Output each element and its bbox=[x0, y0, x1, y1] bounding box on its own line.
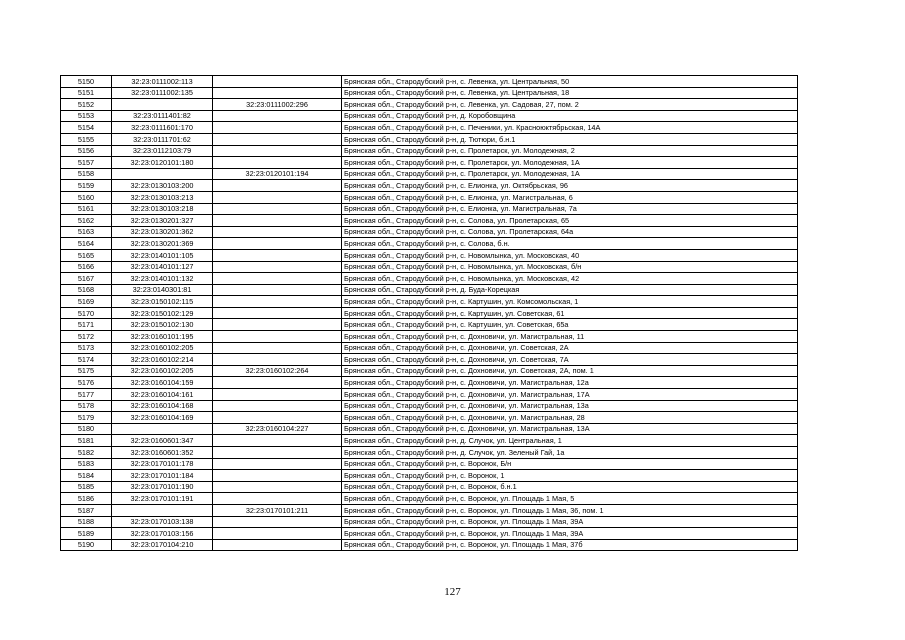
address-cell: Брянская обл., Стародубский р-н, с. Пролетарск, ул. Молодежная, 1А bbox=[342, 168, 798, 180]
cadastral-number-premises-cell bbox=[213, 331, 342, 343]
address-cell: Брянская обл., Стародубский р-н, с. Воронок, Б/н bbox=[342, 458, 798, 470]
row-number-cell: 5171 bbox=[61, 319, 112, 331]
address-cell: Брянская обл., Стародубский р-н, с. Пролетарск, ул. Молодежная, 1А bbox=[342, 157, 798, 169]
address-cell: Брянская обл., Стародубский р-н, с. Дохновичи, ул. Советская, 2А bbox=[342, 342, 798, 354]
address-cell: Брянская обл., Стародубский р-н, с. Солова, ул. Пролетарская, 65 bbox=[342, 215, 798, 227]
cadastral-number-cell: 32:23:0130201:369 bbox=[112, 238, 213, 250]
table-row bbox=[61, 215, 798, 227]
address-cell: Брянская обл., Стародубский р-н, д. Тютюри, б.н.1 bbox=[342, 133, 798, 145]
table-row bbox=[61, 191, 798, 203]
address-cell: Брянская обл., Стародубский р-н, с. Левенка, ул. Садовая, 27, пом. 2 bbox=[342, 99, 798, 111]
cadastral-number-cell: 32:23:0111601:170 bbox=[112, 122, 213, 134]
row-number-cell: 5174 bbox=[61, 354, 112, 366]
cadastral-number-cell: 32:23:0130201:327 bbox=[112, 215, 213, 227]
address-cell: Брянская обл., Стародубский р-н, с. Картушин, ул. Советская, 61 bbox=[342, 307, 798, 319]
cadastral-number-cell: 32:23:0170101:178 bbox=[112, 458, 213, 470]
cadastral-number-premises-cell bbox=[213, 215, 342, 227]
address-cell: Брянская обл., Стародубский р-н, с. Воронок, ул. Площадь 1 Мая, 39А bbox=[342, 516, 798, 528]
cadastral-number-cell: 32:23:0160104:169 bbox=[112, 412, 213, 424]
address-cell: Брянская обл., Стародубский р-н, с. Пролетарск, ул. Молодежная, 2 bbox=[342, 145, 798, 157]
table-row bbox=[61, 110, 798, 122]
row-number-cell: 5169 bbox=[61, 296, 112, 308]
address-cell: Брянская обл., Стародубский р-н, с. Солова, б.н. bbox=[342, 238, 798, 250]
table-row bbox=[61, 133, 798, 145]
cadastral-number-premises-cell bbox=[213, 133, 342, 145]
address-cell: Брянская обл., Стародубский р-н, с. Воронок, ул. Площадь 1 Мая, 39А bbox=[342, 528, 798, 540]
cadastral-number-premises-cell bbox=[213, 493, 342, 505]
cadastral-number-premises-cell bbox=[213, 191, 342, 203]
cadastral-number-premises-cell bbox=[213, 122, 342, 134]
row-number-cell: 5167 bbox=[61, 273, 112, 285]
table-row bbox=[61, 87, 798, 99]
table-row bbox=[61, 377, 798, 389]
cadastral-number-premises-cell bbox=[213, 261, 342, 273]
table-row bbox=[61, 493, 798, 505]
table-row bbox=[61, 342, 798, 354]
cadastral-number-premises-cell: 32:23:0111002:296 bbox=[213, 99, 342, 111]
cadastral-number-premises-cell bbox=[213, 87, 342, 99]
cadastral-number-premises-cell bbox=[213, 203, 342, 215]
property-registry-table bbox=[60, 75, 798, 551]
row-number-cell: 5181 bbox=[61, 435, 112, 447]
table-row bbox=[61, 284, 798, 296]
cadastral-number-cell: 32:23:0170103:156 bbox=[112, 528, 213, 540]
table-row bbox=[61, 180, 798, 192]
cadastral-number-cell: 32:23:0150102:129 bbox=[112, 307, 213, 319]
address-cell: Брянская обл., Стародубский р-н, с. Левенка, ул. Центральная, 18 bbox=[342, 87, 798, 99]
cadastral-number-cell: 32:23:0160104:161 bbox=[112, 389, 213, 401]
row-number-cell: 5189 bbox=[61, 528, 112, 540]
row-number-cell: 5165 bbox=[61, 249, 112, 261]
row-number-cell: 5156 bbox=[61, 145, 112, 157]
cadastral-number-premises-cell bbox=[213, 377, 342, 389]
cadastral-number-cell: 32:23:0160102:214 bbox=[112, 354, 213, 366]
table-row bbox=[61, 412, 798, 424]
table-row bbox=[61, 423, 798, 435]
table-row bbox=[61, 307, 798, 319]
address-cell: Брянская обл., Стародубский р-н, с. Левенка, ул. Центральная, 50 bbox=[342, 76, 798, 88]
cadastral-number-cell bbox=[112, 99, 213, 111]
cadastral-number-cell: 32:23:0140101:105 bbox=[112, 249, 213, 261]
row-number-cell: 5173 bbox=[61, 342, 112, 354]
cadastral-number-premises-cell bbox=[213, 273, 342, 285]
cadastral-number-premises-cell bbox=[213, 76, 342, 88]
address-cell: Брянская обл., Стародубский р-н, д. Случок, ул. Центральная, 1 bbox=[342, 435, 798, 447]
table-row bbox=[61, 238, 798, 250]
cadastral-number-cell: 32:23:0130103:213 bbox=[112, 191, 213, 203]
table-body bbox=[61, 76, 798, 551]
cadastral-number-premises-cell bbox=[213, 354, 342, 366]
cadastral-number-premises-cell bbox=[213, 539, 342, 551]
address-cell: Брянская обл., Стародубский р-н, с. Солова, ул. Пролетарская, 64а bbox=[342, 226, 798, 238]
row-number-cell: 5150 bbox=[61, 76, 112, 88]
address-cell: Брянская обл., Стародубский р-н, с. Елионка, ул. Магистральная, 7а bbox=[342, 203, 798, 215]
cadastral-number-cell: 32:23:0112103:79 bbox=[112, 145, 213, 157]
cadastral-number-cell: 32:23:0150102:130 bbox=[112, 319, 213, 331]
row-number-cell: 5183 bbox=[61, 458, 112, 470]
address-cell: Брянская обл., Стародубский р-н, с. Дохновичи, ул. Магистральная, 17А bbox=[342, 389, 798, 401]
table-row bbox=[61, 470, 798, 482]
address-cell: Брянская обл., Стародубский р-н, с. Воронок, б.н.1 bbox=[342, 481, 798, 493]
address-cell: Брянская обл., Стародубский р-н, с. Дохновичи, ул. Магистральная, 13А bbox=[342, 423, 798, 435]
row-number-cell: 5164 bbox=[61, 238, 112, 250]
address-cell: Брянская обл., Стародубский р-н, с. Дохновичи, ул. Магистральная, 13а bbox=[342, 400, 798, 412]
cadastral-number-cell: 32:23:0140101:132 bbox=[112, 273, 213, 285]
cadastral-number-cell: 32:23:0130201:362 bbox=[112, 226, 213, 238]
cadastral-number-cell: 32:23:0111002:135 bbox=[112, 87, 213, 99]
row-number-cell: 5176 bbox=[61, 377, 112, 389]
address-cell: Брянская обл., Стародубский р-н, с. Новомлынка, ул. Московская, б/н bbox=[342, 261, 798, 273]
cadastral-number-premises-cell bbox=[213, 458, 342, 470]
table-row bbox=[61, 296, 798, 308]
address-cell: Брянская обл., Стародубский р-н, с. Дохновичи, ул. Советская, 2А, пом. 1 bbox=[342, 365, 798, 377]
cadastral-number-cell: 32:23:0120101:180 bbox=[112, 157, 213, 169]
page-number: 127 bbox=[444, 586, 461, 598]
row-number-cell: 5153 bbox=[61, 110, 112, 122]
address-cell: Брянская обл., Стародубский р-н, с. Новомлынка, ул. Московская, 42 bbox=[342, 273, 798, 285]
cadastral-number-cell: 32:23:0170101:190 bbox=[112, 481, 213, 493]
cadastral-number-cell: 32:23:0170101:191 bbox=[112, 493, 213, 505]
cadastral-number-premises-cell bbox=[213, 238, 342, 250]
cadastral-number-premises-cell bbox=[213, 470, 342, 482]
row-number-cell: 5178 bbox=[61, 400, 112, 412]
address-cell: Брянская обл., Стародубский р-н, с. Воронок, ул. Площадь 1 Мая, 37б bbox=[342, 539, 798, 551]
address-cell: Брянская обл., Стародубский р-н, с. Елионка, ул. Октябрьская, 96 bbox=[342, 180, 798, 192]
cadastral-number-cell: 32:23:0130103:200 bbox=[112, 180, 213, 192]
row-number-cell: 5151 bbox=[61, 87, 112, 99]
address-cell: Брянская обл., Стародубский р-н, д. Буда-Корецкая bbox=[342, 284, 798, 296]
table-row bbox=[61, 504, 798, 516]
cadastral-number-cell: 32:23:0111701:62 bbox=[112, 133, 213, 145]
cadastral-number-cell: 32:23:0160102:205 bbox=[112, 365, 213, 377]
table-row bbox=[61, 539, 798, 551]
cadastral-number-cell: 32:23:0160104:168 bbox=[112, 400, 213, 412]
address-cell: Брянская обл., Стародубский р-н, с. Дохновичи, ул. Магистральная, 28 bbox=[342, 412, 798, 424]
row-number-cell: 5179 bbox=[61, 412, 112, 424]
cadastral-number-premises-cell bbox=[213, 157, 342, 169]
cadastral-number-cell bbox=[112, 423, 213, 435]
row-number-cell: 5159 bbox=[61, 180, 112, 192]
cadastral-number-premises-cell bbox=[213, 435, 342, 447]
cadastral-number-cell: 32:23:0140301:81 bbox=[112, 284, 213, 296]
row-number-cell: 5152 bbox=[61, 99, 112, 111]
cadastral-number-cell: 32:23:0111002:113 bbox=[112, 76, 213, 88]
cadastral-number-premises-cell bbox=[213, 284, 342, 296]
cadastral-number-cell: 32:23:0160104:159 bbox=[112, 377, 213, 389]
table-row bbox=[61, 331, 798, 343]
table-row bbox=[61, 122, 798, 134]
cadastral-number-cell: 32:23:0170104:210 bbox=[112, 539, 213, 551]
cadastral-number-premises-cell bbox=[213, 110, 342, 122]
address-cell: Брянская обл., Стародубский р-н, д. Случок, ул. Зеленый Гай, 1а bbox=[342, 447, 798, 459]
cadastral-number-premises-cell bbox=[213, 307, 342, 319]
table-row bbox=[61, 435, 798, 447]
row-number-cell: 5168 bbox=[61, 284, 112, 296]
cadastral-number-cell: 32:23:0140101:127 bbox=[112, 261, 213, 273]
table-row bbox=[61, 203, 798, 215]
table-row bbox=[61, 354, 798, 366]
row-number-cell: 5188 bbox=[61, 516, 112, 528]
row-number-cell: 5184 bbox=[61, 470, 112, 482]
address-cell: Брянская обл., Стародубский р-н, с. Воронок, ул. Площадь 1 Мая, 36, пом. 1 bbox=[342, 504, 798, 516]
table-row bbox=[61, 365, 798, 377]
table-row bbox=[61, 273, 798, 285]
table-row bbox=[61, 447, 798, 459]
cadastral-number-premises-cell bbox=[213, 447, 342, 459]
cadastral-number-premises-cell bbox=[213, 319, 342, 331]
cadastral-number-premises-cell bbox=[213, 296, 342, 308]
row-number-cell: 5177 bbox=[61, 389, 112, 401]
cadastral-number-premises-cell: 32:23:0120101:194 bbox=[213, 168, 342, 180]
address-cell: Брянская обл., Стародубский р-н, с. Воронок, 1 bbox=[342, 470, 798, 482]
row-number-cell: 5172 bbox=[61, 331, 112, 343]
row-number-cell: 5155 bbox=[61, 133, 112, 145]
table-row bbox=[61, 145, 798, 157]
address-cell: Брянская обл., Стародубский р-н, с. Печеники, ул. Красноюктябрьская, 14А bbox=[342, 122, 798, 134]
table-row bbox=[61, 458, 798, 470]
table-row bbox=[61, 319, 798, 331]
cadastral-number-cell: 32:23:0111401:82 bbox=[112, 110, 213, 122]
row-number-cell: 5180 bbox=[61, 423, 112, 435]
row-number-cell: 5185 bbox=[61, 481, 112, 493]
cadastral-number-premises-cell bbox=[213, 389, 342, 401]
row-number-cell: 5160 bbox=[61, 191, 112, 203]
cadastral-number-cell bbox=[112, 168, 213, 180]
row-number-cell: 5182 bbox=[61, 447, 112, 459]
row-number-cell: 5163 bbox=[61, 226, 112, 238]
address-cell: Брянская обл., Стародубский р-н, с. Дохновичи, ул. Магистральная, 11 bbox=[342, 331, 798, 343]
table-row bbox=[61, 157, 798, 169]
table-row bbox=[61, 226, 798, 238]
row-number-cell: 5166 bbox=[61, 261, 112, 273]
cadastral-number-premises-cell bbox=[213, 412, 342, 424]
cadastral-number-premises-cell bbox=[213, 528, 342, 540]
cadastral-number-cell bbox=[112, 504, 213, 516]
cadastral-number-cell: 32:23:0160601:347 bbox=[112, 435, 213, 447]
cadastral-number-premises-cell bbox=[213, 516, 342, 528]
address-cell: Брянская обл., Стародубский р-н, с. Картушин, ул. Комсомольская, 1 bbox=[342, 296, 798, 308]
cadastral-number-premises-cell bbox=[213, 481, 342, 493]
table-row bbox=[61, 76, 798, 88]
address-cell: Брянская обл., Стародубский р-н, с. Дохновичи, ул. Магистральная, 12а bbox=[342, 377, 798, 389]
table-row bbox=[61, 528, 798, 540]
cadastral-number-premises-cell bbox=[213, 180, 342, 192]
cadastral-number-premises-cell bbox=[213, 342, 342, 354]
table-row bbox=[61, 516, 798, 528]
address-cell: Брянская обл., Стародубский р-н, с. Воронок, ул. Площадь 1 Мая, 5 bbox=[342, 493, 798, 505]
cadastral-number-premises-cell bbox=[213, 249, 342, 261]
table-row bbox=[61, 168, 798, 180]
row-number-cell: 5170 bbox=[61, 307, 112, 319]
row-number-cell: 5190 bbox=[61, 539, 112, 551]
address-cell: Брянская обл., Стародубский р-н, с. Дохновичи, ул. Советская, 7А bbox=[342, 354, 798, 366]
address-cell: Брянская обл., Стародубский р-н, с. Елионка, ул. Магистральная, 6 bbox=[342, 191, 798, 203]
cadastral-number-cell: 32:23:0130103:218 bbox=[112, 203, 213, 215]
cadastral-number-premises-cell bbox=[213, 226, 342, 238]
address-cell: Брянская обл., Стародубский р-н, с. Картушин, ул. Советская, 65а bbox=[342, 319, 798, 331]
cadastral-number-cell: 32:23:0150102:115 bbox=[112, 296, 213, 308]
cadastral-number-premises-cell: 32:23:0170101:211 bbox=[213, 504, 342, 516]
row-number-cell: 5162 bbox=[61, 215, 112, 227]
table-row bbox=[61, 261, 798, 273]
cadastral-number-cell: 32:23:0170103:138 bbox=[112, 516, 213, 528]
row-number-cell: 5186 bbox=[61, 493, 112, 505]
row-number-cell: 5154 bbox=[61, 122, 112, 134]
cadastral-number-cell: 32:23:0160601:352 bbox=[112, 447, 213, 459]
cadastral-number-premises-cell: 32:23:0160102:264 bbox=[213, 365, 342, 377]
cadastral-number-premises-cell bbox=[213, 400, 342, 412]
row-number-cell: 5157 bbox=[61, 157, 112, 169]
row-number-cell: 5187 bbox=[61, 504, 112, 516]
table-row bbox=[61, 249, 798, 261]
address-cell: Брянская обл., Стародубский р-н, д. Коробовщина bbox=[342, 110, 798, 122]
cadastral-number-premises-cell: 32:23:0160104:227 bbox=[213, 423, 342, 435]
cadastral-number-cell: 32:23:0160102:205 bbox=[112, 342, 213, 354]
table-row bbox=[61, 400, 798, 412]
cadastral-number-cell: 32:23:0170101:184 bbox=[112, 470, 213, 482]
cadastral-number-premises-cell bbox=[213, 145, 342, 157]
table-row bbox=[61, 99, 798, 111]
row-number-cell: 5161 bbox=[61, 203, 112, 215]
table-row bbox=[61, 389, 798, 401]
table-row bbox=[61, 481, 798, 493]
cadastral-number-cell: 32:23:0160101:195 bbox=[112, 331, 213, 343]
address-cell: Брянская обл., Стародубский р-н, с. Новомлынка, ул. Московская, 40 bbox=[342, 249, 798, 261]
row-number-cell: 5158 bbox=[61, 168, 112, 180]
row-number-cell: 5175 bbox=[61, 365, 112, 377]
